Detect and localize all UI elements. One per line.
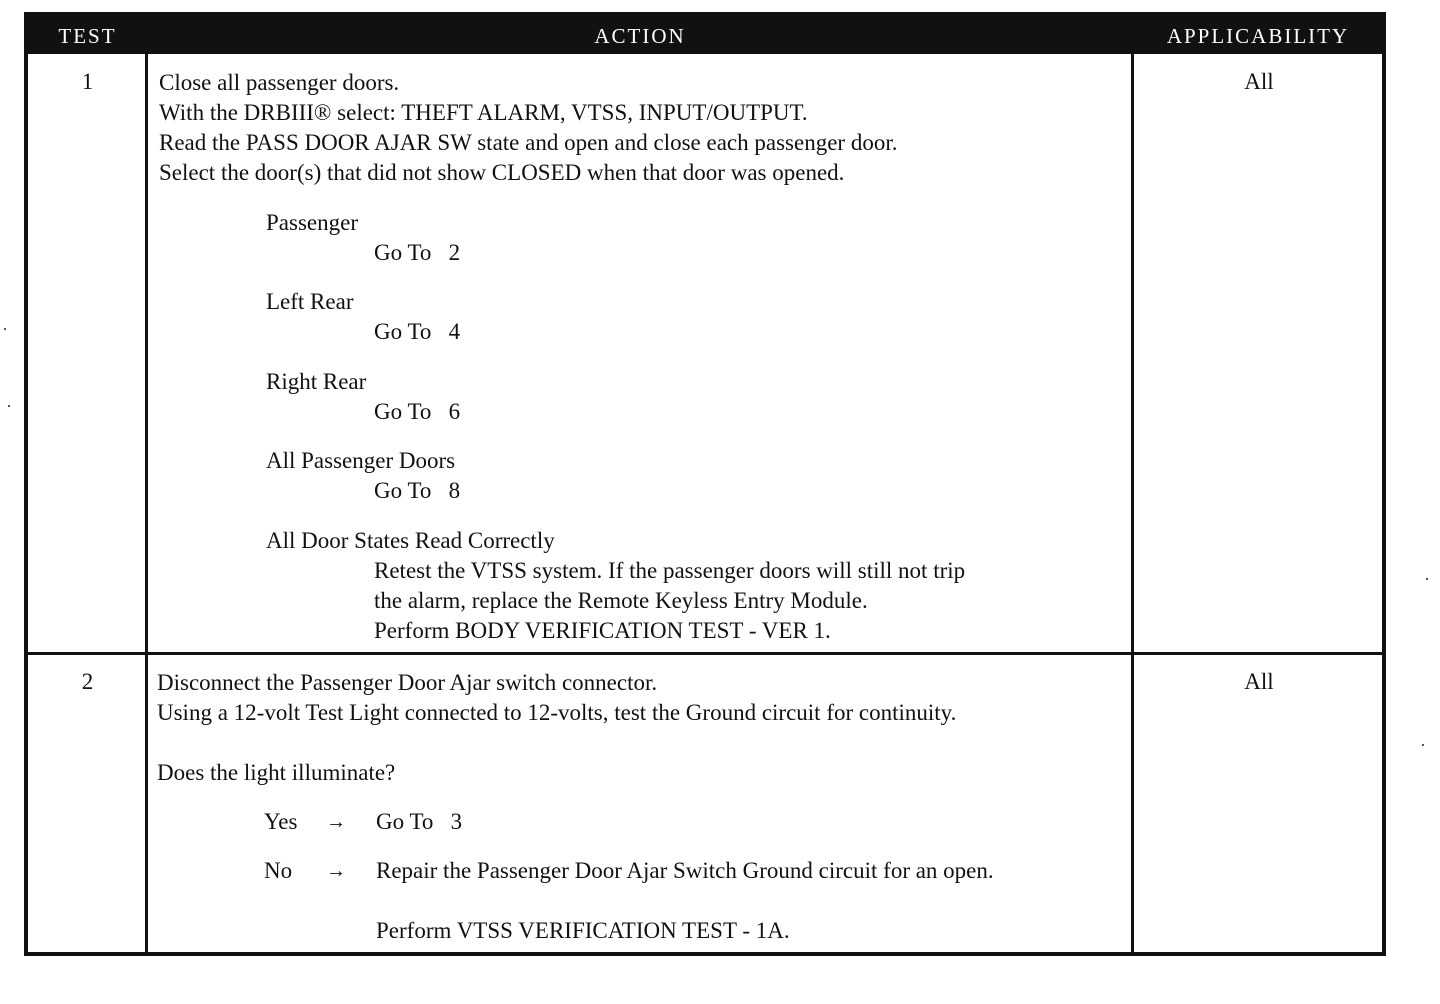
row1-instruction-2: With the DRBIII® select: THEFT ALARM, VTSS, INPUT/OUTPUT.: [159, 100, 808, 125]
scan-speck: [1422, 744, 1424, 746]
row2-applicability: All: [1244, 669, 1274, 694]
row1-test-number: 1: [81, 69, 94, 94]
option-passenger-result: Go To 2: [374, 240, 461, 265]
option-right-rear-result: Go To 6: [374, 399, 461, 424]
scan-speck: [1426, 578, 1428, 580]
no-result-line-2: Perform VTSS VERIFICATION TEST - 1A.: [376, 918, 790, 943]
header-test: TEST: [58, 24, 117, 48]
no-result: Repair the Passenger Door Ajar Switch Ground circuit for an open.: [376, 858, 994, 883]
option-all-doors-label: All Passenger Doors: [266, 448, 456, 473]
row1-final-line-2: the alarm, replace the Remote Keyless Entry Module.: [374, 588, 868, 613]
header-action: ACTION: [594, 24, 686, 48]
option-left-rear-result: Go To 4: [374, 319, 461, 344]
yes-result: Go To 3: [376, 809, 463, 834]
row-divider: [28, 652, 1382, 655]
no-arrow-icon: →: [326, 860, 346, 882]
row1-applicability: All: [1244, 69, 1274, 94]
no-label: No: [264, 858, 293, 883]
row1-final-line-1: Retest the VTSS system. If the passenger doors will still not trip: [374, 558, 966, 583]
row1-instruction-4: Select the door(s) that did not show CLOSED when that door was opened.: [159, 160, 845, 185]
row2-instruction-2: Using a 12-volt Test Light connected to 12-volts, test the Ground circuit for continuity.: [157, 700, 957, 725]
yes-label: Yes: [264, 809, 298, 834]
row1-instruction-3: Read the PASS DOOR AJAR SW state and open and close each passenger door.: [159, 130, 898, 155]
row2-instruction-1: Disconnect the Passenger Door Ajar switch connector.: [157, 670, 658, 695]
row1-instruction-1: Close all passenger doors.: [159, 70, 400, 95]
row2-instruction-3: Does the light illuminate?: [157, 760, 396, 785]
diagnostic-table: [24, 12, 1386, 956]
header-applicability: APPLICABILITY: [1166, 24, 1350, 48]
option-left-rear-label: Left Rear: [266, 289, 354, 314]
option-all-correct-label: All Door States Read Correctly: [266, 528, 555, 553]
scan-speck: [8, 405, 10, 407]
scan-speck: [4, 328, 6, 330]
option-passenger-label: Passenger: [266, 210, 358, 235]
row1-final-line-3: Perform BODY VERIFICATION TEST - VER 1.: [374, 618, 831, 643]
option-right-rear-label: Right Rear: [266, 369, 367, 394]
column-divider-applicability: [1131, 16, 1134, 952]
table-header: [28, 16, 1382, 54]
row2-test-number: 2: [81, 669, 94, 694]
yes-arrow-icon: →: [326, 811, 346, 833]
option-all-doors-result: Go To 8: [374, 478, 461, 503]
column-divider-test: [145, 16, 148, 952]
